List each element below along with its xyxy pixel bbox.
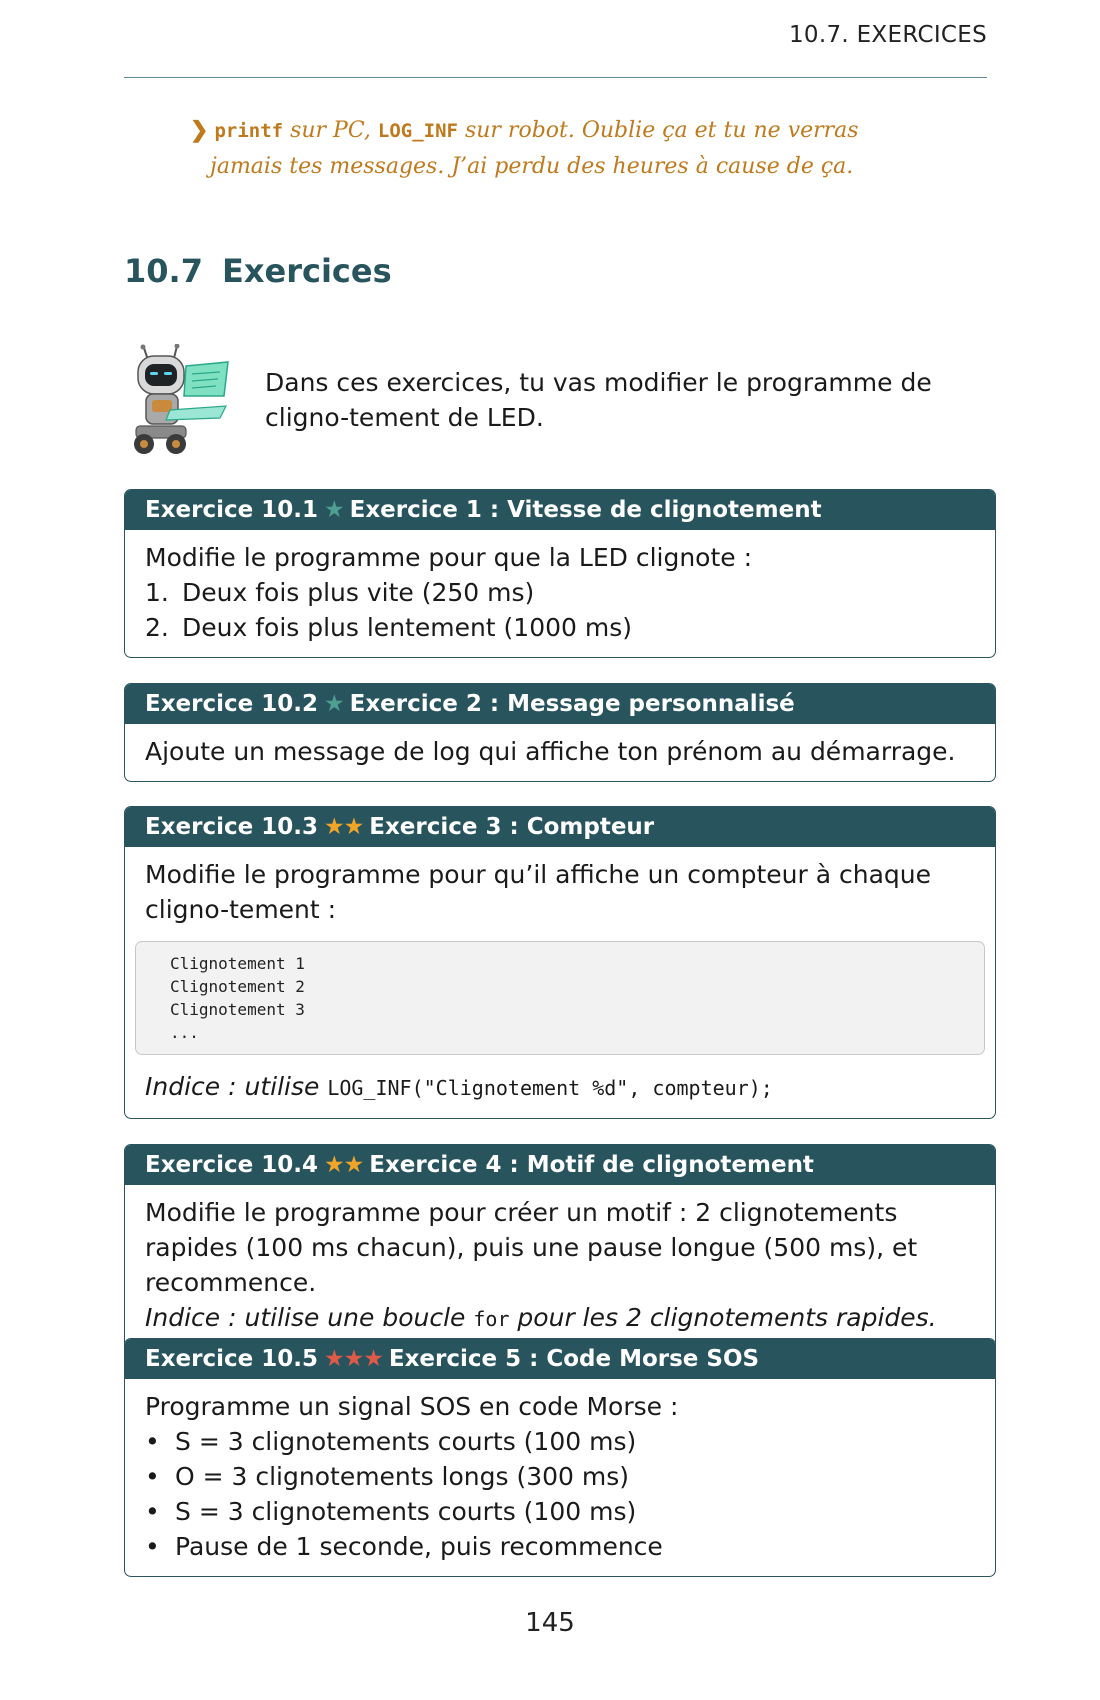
exercise-lead: Modifie le programme pour créer un motif : 2 clignotements rapides (100 ms chacun), puis une pause longue (500 ms), et recommence. [145, 1198, 918, 1297]
code-line: ... [170, 1023, 199, 1042]
exercise-box-10-4 [124, 1144, 996, 1350]
exercise-header [125, 684, 995, 724]
exercise-box-10-1 [124, 489, 996, 658]
numbered-list [145, 575, 975, 645]
exercise-body [125, 724, 995, 781]
hint-code: LOG_INF("Clignotement %d", compteur); [327, 1076, 773, 1100]
list-item-text: S = 3 clignotements courts (100 ms) [175, 1427, 637, 1456]
hint-text: Indice : utilise [145, 1072, 328, 1101]
tip-text: sur PC, [283, 118, 378, 143]
hint-text: pour les 2 clignotements rapides. [509, 1303, 937, 1332]
exercise-header [125, 490, 995, 530]
difficulty-star-icon: ★★ [324, 1152, 364, 1178]
list-marker: 2. [145, 613, 169, 642]
list-item-text: Deux fois plus vite (250 ms) [182, 578, 535, 607]
difficulty-star-icon: ★ [324, 497, 344, 523]
header-rule [124, 77, 987, 78]
tip-code-log-inf: LOG_INF [377, 120, 458, 142]
code-line: Clignotement 2 [170, 977, 305, 996]
list-item [145, 610, 975, 645]
chevron-right-icon: ❯ [190, 117, 209, 143]
list-item-text: Deux fois plus lentement (1000 ms) [182, 613, 632, 642]
list-item [145, 575, 975, 610]
difficulty-star-icon: ★★★ [324, 1346, 383, 1372]
exercise-header [125, 1339, 995, 1379]
exercise-title: Exercice 5 : Code Morse SOS [388, 1346, 760, 1372]
exercise-title: Exercice 1 : Vitesse de clignotement [349, 497, 822, 523]
list-item-text: S = 3 clignotements courts (100 ms) [175, 1497, 637, 1526]
exercise-title: Exercice 3 : Compteur [369, 814, 655, 840]
exercise-label: Exercice 10.3 [145, 814, 318, 840]
bullet-icon: • [145, 1462, 160, 1491]
list-item [145, 1529, 975, 1564]
exercise-body [125, 1379, 995, 1576]
bullet-icon: • [145, 1497, 160, 1526]
code-block [135, 941, 985, 1055]
bullet-icon: • [145, 1532, 160, 1561]
bullet-icon: • [145, 1427, 160, 1456]
hint-code: for [473, 1307, 510, 1331]
bullet-list [145, 1424, 975, 1564]
tip-text-line2: jamais tes messages. J’ai perdu des heures à cause de ça. [210, 154, 854, 179]
section-heading [124, 252, 392, 290]
code-line: Clignotement 3 [170, 1000, 305, 1019]
exercise-title: Exercice 4 : Motif de clignotement [369, 1152, 814, 1178]
tip-code-printf: printf [214, 120, 284, 142]
exercise-hint [145, 1069, 975, 1106]
list-item [145, 1494, 975, 1529]
exercise-lead: Modifie le programme pour que la LED clignote : [145, 543, 753, 572]
section-number: 10.7 [124, 252, 203, 290]
list-marker: 1. [145, 578, 169, 607]
list-item-text: O = 3 clignotements longs (300 ms) [175, 1462, 630, 1491]
exercise-body [125, 530, 995, 657]
robot-mascot-icon [130, 344, 240, 460]
exercise-label: Exercice 10.5 [145, 1346, 318, 1372]
exercise-box-10-2 [124, 683, 996, 782]
section-title: Exercices [222, 252, 392, 290]
hint-text: Indice : utilise une boucle [145, 1303, 474, 1332]
exercise-label: Exercice 10.2 [145, 691, 318, 717]
list-item [145, 1459, 975, 1494]
exercise-body [125, 1185, 995, 1349]
tip-text: sur robot. Oublie ça et tu ne verras [457, 118, 859, 143]
difficulty-star-icon: ★ [324, 691, 344, 717]
tip-callout [190, 113, 950, 184]
exercise-lead: Programme un signal SOS en code Morse : [145, 1392, 679, 1421]
exercise-hint [145, 1300, 975, 1337]
exercise-box-10-3 [124, 806, 996, 1119]
exercise-lead: Modifie le programme pour qu’il affiche un compteur à chaque cligno-tement : [145, 860, 931, 924]
list-item-text: Pause de 1 seconde, puis recommence [175, 1532, 663, 1561]
exercise-label: Exercice 10.1 [145, 497, 318, 523]
list-item [145, 1424, 975, 1459]
page-number: 145 [525, 1608, 575, 1638]
code-line: Clignotement 1 [170, 954, 305, 973]
exercise-header [125, 1145, 995, 1185]
exercise-lead: Ajoute un message de log qui affiche ton prénom au démarrage. [145, 737, 956, 766]
difficulty-star-icon: ★★ [324, 814, 364, 840]
exercise-box-10-5 [124, 1338, 996, 1577]
exercise-label: Exercice 10.4 [145, 1152, 318, 1178]
exercise-header [125, 807, 995, 847]
intro-paragraph: Dans ces exercices, tu vas modifier le programme de cligno-tement de LED. [265, 368, 932, 432]
exercise-title: Exercice 2 : Message personnalisé [349, 691, 795, 717]
exercise-body [125, 847, 995, 1118]
running-header: 10.7. EXERCICES [788, 22, 987, 48]
